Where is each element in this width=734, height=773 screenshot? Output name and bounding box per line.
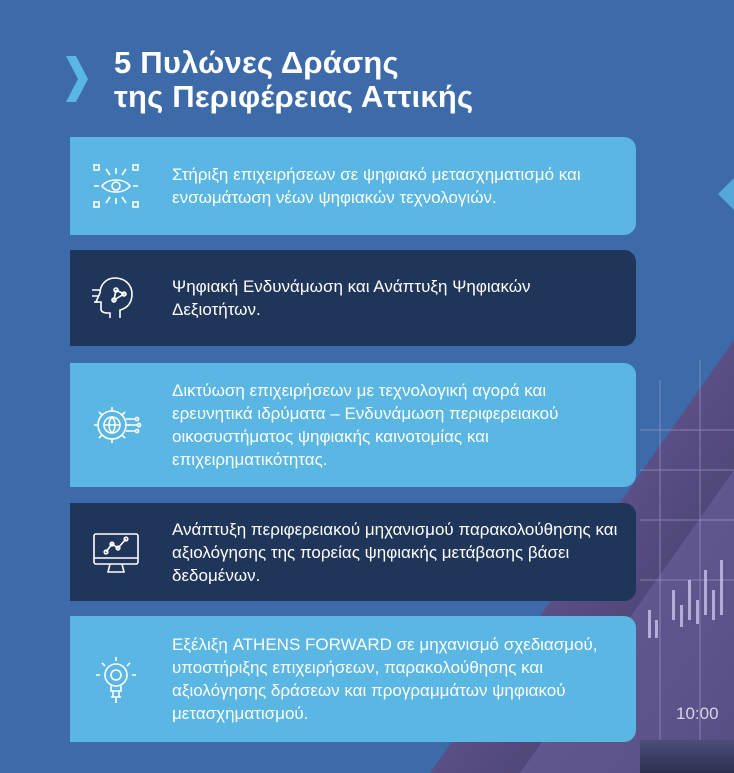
pillar-text-3: Δικτύωση επιχειρήσεων με τεχνολογική αγορά και ερευνητικά ιδρύματα – Ενδυνάμωση περιφερειακού οικοσυστήματος ψηφιακής καινοτομίας και επιχειρηματικότητας. xyxy=(172,381,559,469)
digital-eye-circuit-icon xyxy=(90,160,142,212)
pillar-text-5: Εξέλιξη ATHENS FORWARD σε μηχανισμό σχεδιασμού, υποστήριξης επιχειρήσεων, παρακολούθησης και αξιολόγησης δράσεων και προγραμμάτων ψηφιακού μετασχηματισμού. xyxy=(172,635,598,723)
title-chevron-icon xyxy=(66,56,88,102)
pillar-text-1: Στήριξη επιχειρήσεων σε ψηφιακό μετασχηματισμό και ενσωμάτωση νέων ψηφιακών τεχνολογιών. xyxy=(172,165,581,207)
pillar-card-4 xyxy=(70,503,636,601)
pillar-card-1 xyxy=(70,137,636,235)
pillar-text-4: Ανάπτυξη περιφερειακού μηχανισμού παρακολούθησης και αξιολόγησης της πορείας ψηφιακής μετάβασης βάσει δεδομένων. xyxy=(172,519,618,585)
pillar-card-2 xyxy=(70,250,636,346)
right-chevron-icon xyxy=(716,178,734,210)
title-line-1: 5 Πυλώνες Δράσης xyxy=(114,45,399,80)
monitor-data-icon xyxy=(90,526,142,578)
background-clock-text: 10:00 xyxy=(676,704,719,723)
pillar-card-5 xyxy=(70,616,636,742)
head-circuit-icon xyxy=(90,272,142,324)
pillar-text-2: Ψηφιακή Ενδυνάμωση και Ανάπτυξη Ψηφιακών Δεξιοτήτων. xyxy=(172,277,531,319)
gear-globe-network-icon xyxy=(90,399,142,451)
page-title xyxy=(114,46,473,114)
title-line-2: της Περιφέρειας Αττικής xyxy=(114,79,474,114)
lightbulb-plug-icon xyxy=(90,653,142,705)
pillar-card-3 xyxy=(70,363,636,487)
